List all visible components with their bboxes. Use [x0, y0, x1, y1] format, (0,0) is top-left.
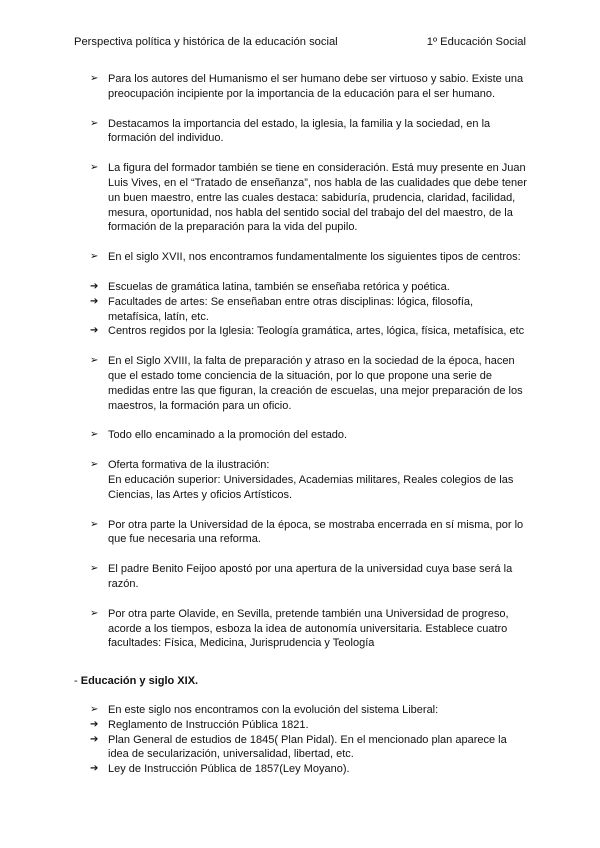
arrowhead-bullet-icon: ➢ [90, 251, 99, 263]
arrowhead-bullet-icon: ➢ [90, 429, 99, 441]
page-header [74, 36, 526, 48]
arrowhead-bullet-icon: ➢ [90, 355, 99, 367]
arrowhead-bullet-icon: ➢ [90, 704, 99, 715]
arrow-bullet-icon: ➔ [90, 295, 99, 307]
list-item-text: Por otra parte Olavide, en Sevilla, pretende también una Universidad de progreso, acorde a los tiempos, esboza la idea de autonomía universitaria. Establece cuatro facultades: Física, Medicina, Jurisprudencia y Teología [108, 607, 509, 650]
list-item-text: La figura del formador también se tiene en consideración. Está muy presente en Juan Luis Vives, en el “Tratado de enseñanza”, nos habla de las cualidades que debe tener un buen maestro, entre las cuales destaca: sabiduría, prudencia, claridad, facilidad, mesura, oportunidad, nos habla del sentido social del trabajo del del maestro, de la formación de la preparación para la vida del pupilo. [108, 162, 527, 234]
section-prefix: - [74, 675, 81, 687]
section-heading [74, 674, 198, 689]
list-item [88, 295, 528, 325]
arrowhead-bullet-icon: ➢ [90, 607, 99, 619]
list-item [88, 733, 528, 763]
list-item [88, 72, 528, 102]
list-item [88, 280, 528, 295]
arrowhead-bullet-icon: ➢ [90, 459, 99, 471]
arrowhead-bullet-icon: ➢ [90, 162, 99, 174]
list-item-text: Centros regidos por la Iglesia: Teología gramática, artes, lógica, física, metafísica, etc [108, 325, 525, 338]
arrow-bullet-icon: ➔ [90, 763, 99, 775]
list-item-text: En el siglo XVII, nos encontramos fundamentalmente los siguientes tipos de centros: [108, 251, 521, 264]
list-item [88, 703, 528, 718]
list-item-text: Escuelas de gramática latina, también se enseñaba retórica y poética. [108, 280, 450, 293]
list-item-text: Por otra parte la Universidad de la época, se mostraba encerrada en sí misma, por lo que fue necesaria una reforma. [108, 518, 524, 546]
document-body [88, 72, 528, 651]
arrow-bullet-icon: ➔ [90, 280, 99, 292]
list-item [88, 518, 528, 548]
header-right: 1º Educación Social [426, 36, 526, 48]
header-left: Perspectiva política y histórica de la educación social [74, 36, 338, 48]
arrow-bullet-icon: ➔ [90, 325, 99, 337]
arrow-bullet-icon: ➔ [90, 718, 99, 730]
list-item [88, 161, 528, 235]
arrowhead-bullet-icon: ➢ [90, 117, 99, 129]
arrowhead-bullet-icon: ➢ [90, 563, 99, 575]
list-item [88, 250, 528, 265]
list-item [88, 458, 528, 502]
list-item [88, 718, 528, 733]
list-item-text: Destacamos la importancia del estado, la iglesia, la familia y la sociedad, en la formación del individuo. [108, 117, 491, 145]
section-body [88, 703, 528, 777]
list-item-text: Ley de Instrucción Pública de 1857(Ley Moyano). [108, 763, 350, 776]
list-item-text: El padre Benito Feijoo apostó por una apertura de la universidad cuya base será la razón. [108, 563, 513, 590]
list-item-text: En el Siglo XVIII, la falta de preparación y atraso en la sociedad de la época, hacen que el estado tome conciencia de la situación, por lo que propone una serie de medidas entre las que figuran, la creación de escuelas, una mejor preparación de los maestros, la formación para un oficio. [108, 355, 523, 412]
arrow-bullet-icon: ➔ [90, 733, 99, 745]
list-item-text: Oferta formativa de la ilustración: [108, 459, 270, 472]
arrowhead-bullet-icon: ➢ [90, 518, 99, 530]
list-item-text: Todo ello encaminado a la promoción del estado. [108, 429, 348, 442]
list-item [88, 428, 528, 443]
list-item-extra-text: En educación superior: Universidades, Academias militares, Reales colegios de las Ciencias, las Artes y oficios Artísticos. [108, 473, 514, 501]
list-item-text: Para los autores del Humanismo el ser humano debe ser virtuoso y sabio. Existe una preocupación incipiente por la importancia de la educación para el ser humano. [108, 73, 524, 100]
arrowhead-bullet-icon: ➢ [90, 73, 99, 84]
list-item-text: Reglamento de Instrucción Pública 1821. [108, 718, 309, 731]
list-item [88, 324, 528, 339]
list-item-text: En este siglo nos encontramos con la evolución del sistema Liberal: [108, 704, 439, 716]
list-item [88, 117, 528, 147]
section-title: Educación y siglo XIX. [80, 675, 199, 687]
list-item-text: Plan General de estudios de 1845( Plan Pidal). En el mencionado plan aparece la idea de secularización, universalidad, libertad, etc. [108, 733, 507, 761]
list-item [88, 607, 528, 651]
list-item [88, 762, 528, 777]
list-item [88, 562, 528, 592]
list-item-text: Facultades de artes: Se enseñaban entre otras disciplinas: lógica, filosofía, metafísica, latín, etc. [108, 295, 474, 323]
list-item [88, 354, 528, 413]
